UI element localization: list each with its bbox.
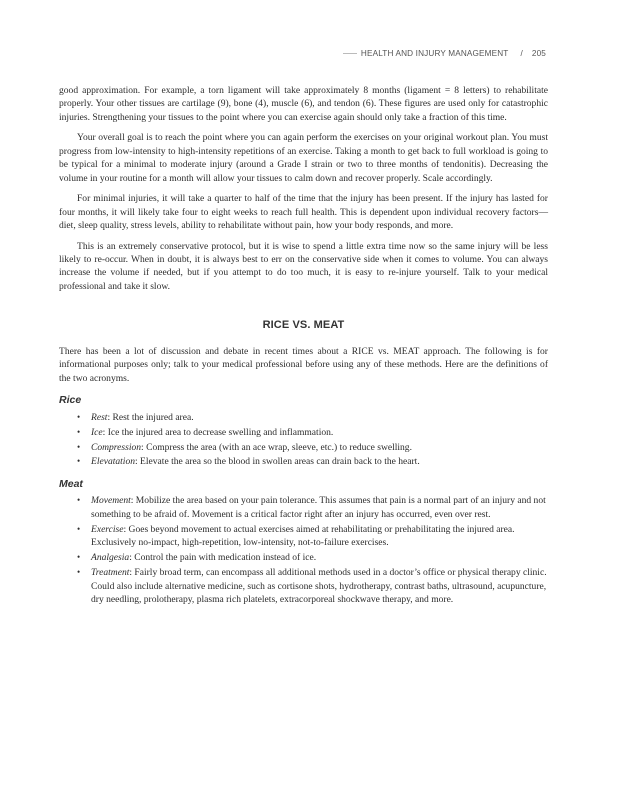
list-item bbox=[77, 455, 548, 468]
header-rule bbox=[343, 53, 357, 54]
paragraph-1: good approximation. For example, a torn ligament will take approximately 8 months (ligament = 8 letters) to rehabilitate properly. Your other tissues are cartilage (9), bone (4), muscle (6), and tendon (6). These figures are used only for catastrophic injuries. Strengthening your tissues to the point where you can exercise again should only take a fraction of this time. bbox=[59, 85, 548, 123]
list-item-text: : Fairly broad term, can encompass all additional methods used in a doctor’s office or physical therapy clinic. Could also include alternative medicine, such as cortisone shots, hydrotherapy, contrast baths, ultrasound, acupuncture, dry needling, prolotherapy, plasma rich platelets, extracorporeal shockwave therapy, and more. bbox=[91, 567, 547, 606]
page-number: 205 bbox=[531, 49, 546, 58]
list-item-term: Elevatation bbox=[91, 456, 136, 468]
bullet-icon: • bbox=[77, 411, 81, 422]
meat-heading: Meat bbox=[59, 477, 83, 490]
bullet-icon: • bbox=[77, 523, 81, 534]
list-item bbox=[77, 566, 548, 606]
list-item bbox=[77, 523, 548, 550]
section-intro: There has been a lot of discussion and debate in recent times about a RICE vs. MEAT approach. The following is for informational purposes only; talk to your medical professional before using any of these methods. Here are the definitions of the two acronyms. bbox=[59, 345, 548, 384]
list-item-term: Compression bbox=[91, 441, 142, 453]
list-item-term: Rest bbox=[91, 411, 108, 423]
bullet-icon: • bbox=[77, 567, 81, 578]
list-item-text: : Compress the area (with an ace wrap, sleeve, etc.) to reduce swelling. bbox=[141, 441, 412, 453]
list-item-term: Movement bbox=[91, 495, 131, 507]
body-text bbox=[59, 84, 548, 608]
list-item bbox=[77, 411, 548, 424]
list-item-term: Exercise bbox=[91, 523, 124, 535]
list-item-text: : Goes beyond movement to actual exercises aimed at rehabilitating or prehabilitating the injured area. Exclusively no-impact, high-repetition, low-intensity, not-to-failure exercises. bbox=[91, 523, 515, 549]
bullet-icon: • bbox=[77, 495, 81, 506]
list-item-term: Analgesia bbox=[91, 552, 130, 564]
meat-list bbox=[59, 494, 548, 606]
bullet-icon: • bbox=[77, 456, 81, 467]
paragraph-4: This is an extremely conservative protocol, but it is wise to spend a little extra time now so the same injury will be less likely to re-occur. When in doubt, it is always best to err on the conservative side when it comes to volume. You can always increase the volume if needed, but if you attempt to do too much, it is easy to re-injure yourself. Talk to your medical professional and take it slow. bbox=[59, 240, 548, 292]
list-item-text: : Elevate the area so the blood in swollen areas can drain back to the heart. bbox=[135, 456, 420, 468]
bullet-icon: • bbox=[77, 441, 81, 452]
list-item bbox=[77, 441, 548, 454]
paragraph-2: Your overall goal is to reach the point where you can again perform the exercises on your original workout plan. You must progress from low-intensity to high-intensity repetitions of an exercise. Taking a month to get back to full workload is going to be typical for a minimal to moderate injury (around a Grade I strain or two to three months of tendonitis). Decreasing the volume in your routine for a month will allow your tissues to calm down and recover properly. Scale accordingly. bbox=[59, 132, 548, 184]
paragraph-3: For minimal injuries, it will take a quarter to half of the time that the injury has been present. If the injury has lasted for four months, it will likely take four to eight weeks to reach full health. This is dependent upon individual recovery factors—diet, sleep quality, stress levels, ability to rehabilitate without pain, how your body responds, and more. bbox=[59, 193, 548, 232]
list-item bbox=[77, 426, 548, 439]
list-item-term: Treatment bbox=[91, 567, 130, 579]
list-item-text: : Mobilize the area based on your pain tolerance. This assumes that pain is a normal part of an injury and not something to be afraid of. Movement is a critical factor right after an injury has occurred, even over rest. bbox=[91, 495, 546, 520]
rice-heading: Rice bbox=[59, 394, 82, 407]
list-item-text: : Ice the injured area to decrease swelling and inflammation. bbox=[102, 426, 334, 438]
list-item bbox=[77, 551, 548, 564]
rice-list bbox=[59, 411, 548, 469]
list-item-text: : Control the pain with medication instead of ice. bbox=[129, 552, 317, 564]
list-item-text: : Rest the injured area. bbox=[107, 411, 194, 423]
running-head bbox=[343, 49, 546, 58]
list-item bbox=[77, 494, 548, 521]
bullet-icon: • bbox=[77, 552, 81, 563]
section-heading: RICE VS. MEAT bbox=[262, 319, 345, 332]
running-head-separator: / bbox=[520, 49, 523, 58]
bullet-icon: • bbox=[77, 426, 81, 437]
running-head-title: HEALTH AND INJURY MANAGEMENT bbox=[360, 49, 509, 58]
list-item-term: Ice bbox=[91, 426, 103, 438]
